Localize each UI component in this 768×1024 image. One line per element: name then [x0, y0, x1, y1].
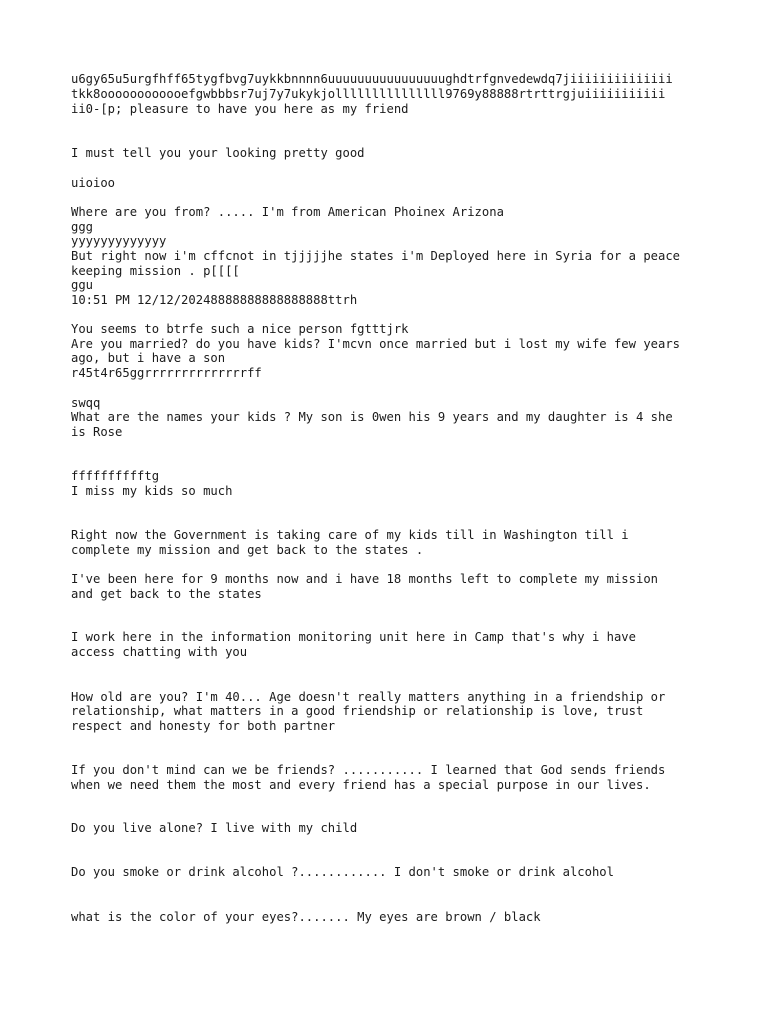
text-line: what is the color of your eyes?....... My eyes are brown / black	[71, 910, 541, 924]
text-line: You seems to btrfe such a nice person fgtttjrk	[71, 322, 409, 336]
text-line: ggu	[71, 278, 94, 292]
text-line: Are you married? do you have kids? I'mcvn once married but i lost my wife few years	[71, 337, 681, 351]
text-line: relationship, what matters in a good friendship or relationship is love, trust	[71, 704, 644, 718]
text-line: Do you live alone? I live with my child	[71, 821, 358, 835]
text-line: r45t4r65ggrrrrrrrrrrrrrrff	[71, 366, 262, 380]
text-line: when we need them the most and every friend has a special purpose in our lives.	[71, 778, 651, 792]
text-line: I miss my kids so much	[71, 484, 233, 498]
text-line: What are the names your kids ? My son is 0wen his 9 years and my daughter is 4 she	[71, 410, 673, 424]
text-line: If you don't mind can we be friends? ........... I learned that God sends friends	[71, 763, 666, 777]
text-line: How old are you? I'm 40... Age doesn't really matters anything in a friendship or	[71, 690, 666, 704]
text-line: swqq	[71, 396, 101, 410]
text-line: I must tell you your looking pretty good	[71, 146, 365, 160]
text-line: ago, but i have a son	[71, 351, 226, 365]
text-line: yyyyyyyyyyyyy	[71, 234, 167, 248]
text-line: is Rose	[71, 425, 123, 439]
text-line: But right now i'm cffcnot in tjjjjjhe states i'm Deployed here in Syria for a peace	[71, 249, 681, 263]
text-line: and get back to the states	[71, 587, 262, 601]
text-line: ii0-[p; pleasure to have you here as my friend	[71, 102, 409, 116]
text-line: complete my mission and get back to the states .	[71, 543, 424, 557]
text-line: 10:51 PM 12/12/20248888888888888888ttrh	[71, 293, 358, 307]
text-line: access chatting with you	[71, 645, 248, 659]
text-line: fffffffffftg	[71, 469, 160, 483]
text-line: ggg	[71, 220, 94, 234]
text-line: uioioo	[71, 176, 116, 190]
text-line: I work here in the information monitoring unit here in Camp that's why i have	[71, 630, 636, 644]
text-line: tkk8oooooooooooefgwbbbsr7uj7y7ukykjolllllllllllllll9769y88888rtrttrgjuiiiiiiiiiii	[71, 87, 666, 101]
text-line: Where are you from? ..... I'm from American Phoinex Arizona	[71, 205, 504, 219]
text-line: Do you smoke or drink alcohol ?............ I don't smoke or drink alcohol	[71, 865, 614, 879]
text-line: respect and honesty for both partner	[71, 719, 336, 733]
text-line: keeping mission . p[[[[	[71, 264, 240, 278]
text-line: u6gy65u5urgfhff65tygfbvg7uykkbnnnn6uuuuuuuuuuuuuuuughdtrfgnvedewdq7jiiiiiiiiiiiiii	[71, 72, 673, 86]
text-line: Right now the Government is taking care of my kids till in Washington till i	[71, 528, 629, 542]
text-line: I've been here for 9 months now and i have 18 months left to complete my mission	[71, 572, 658, 586]
